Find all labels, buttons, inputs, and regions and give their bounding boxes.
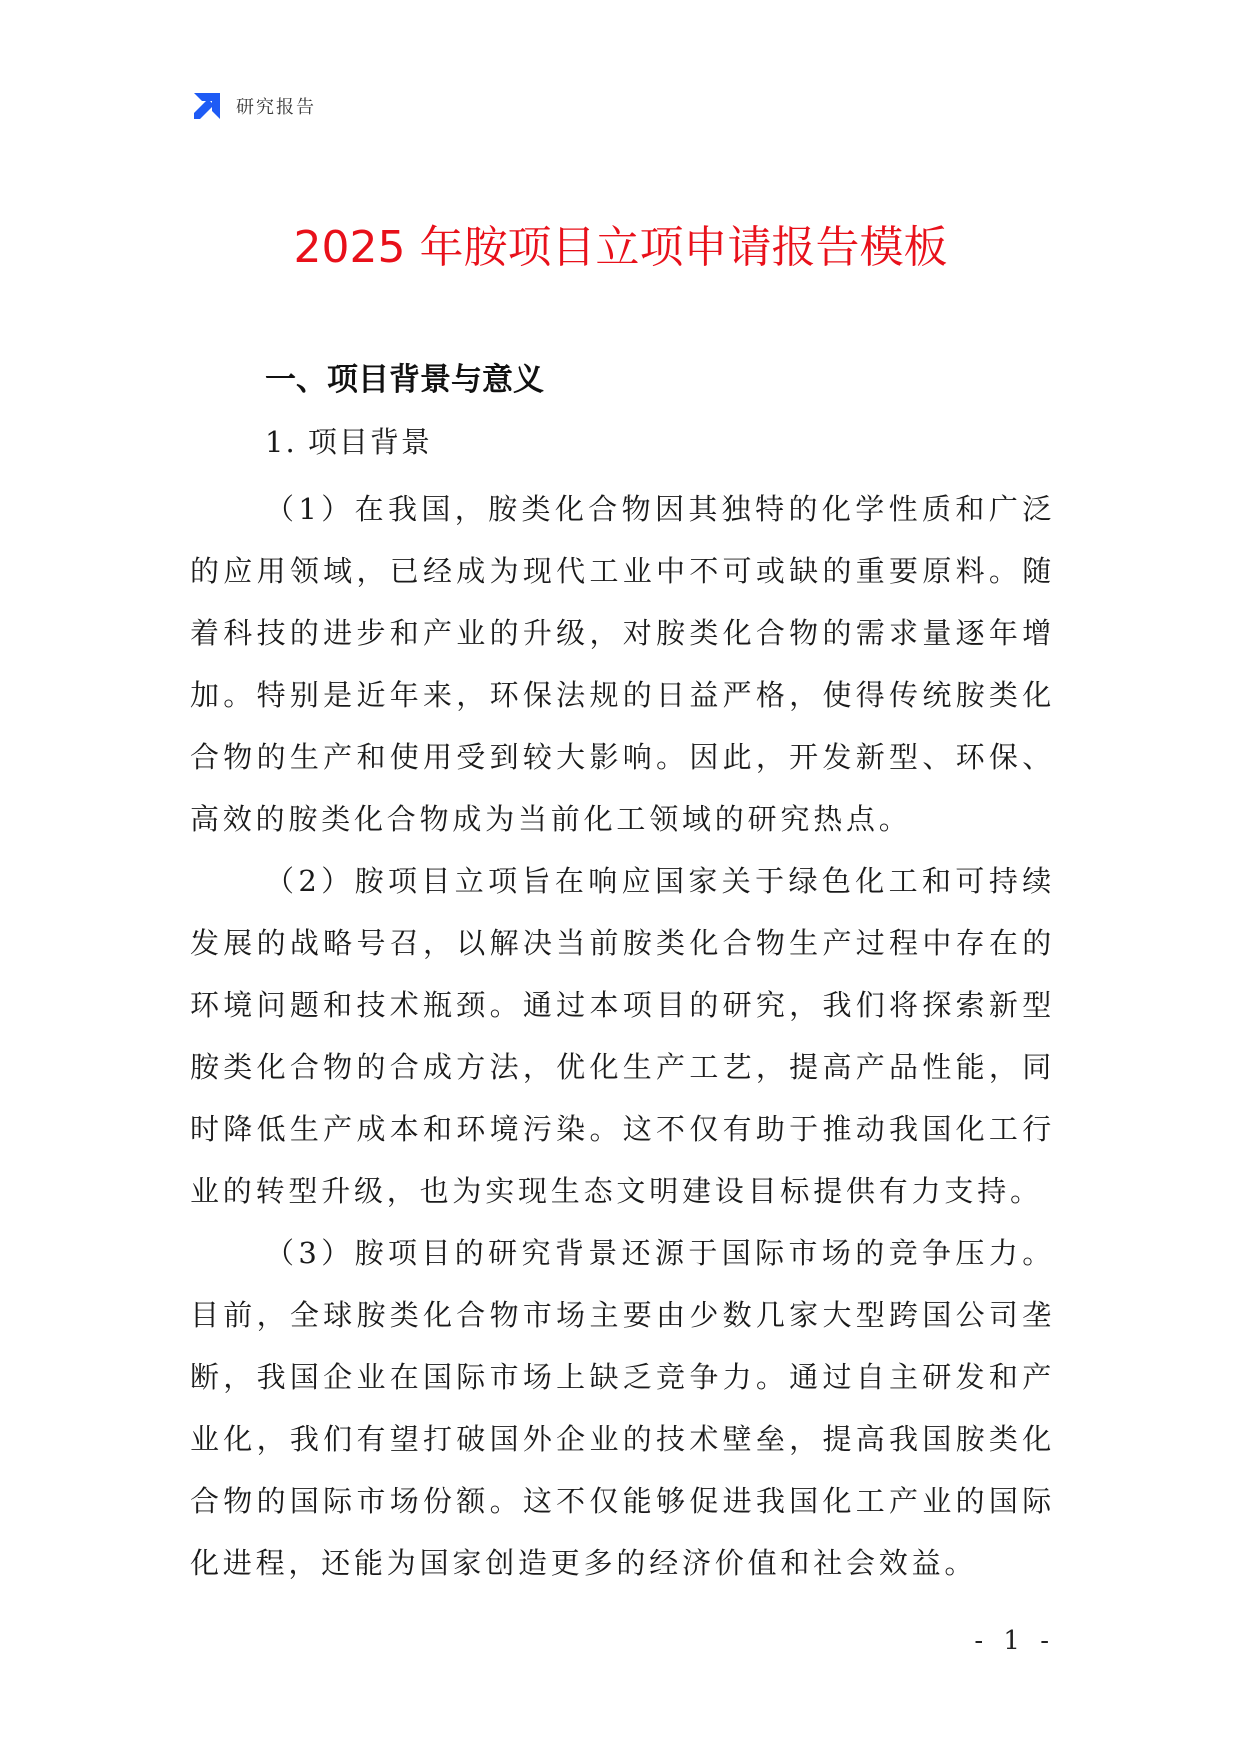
section-heading: 一、项目背景与意义 — [265, 362, 544, 398]
header — [190, 88, 316, 124]
document-body — [190, 358, 1055, 1594]
arrow-up-right-icon — [190, 89, 224, 123]
document-title: 2025 年胺项目立项申请报告模板 — [293, 222, 948, 273]
subsection-heading: 1. 项目背景 — [265, 425, 432, 459]
paragraph-2: （2）胺项目立项旨在响应国家关于绿色化工和可持续发展的战略号召，以解决当前胺类化合物生产过程中存在的环境问题和技术瓶颈。通过本项目的研究，我们将探索新型胺类化合物的合成方法，优化生产工艺，提高产品性能，同时降低生产成本和环境污染。这不仅有助于推动我国化工行业的转型升级，也为实现生态文明建设目标提供有力支持。 — [190, 864, 1055, 1208]
paragraph-3: （3）胺项目的研究背景还源于国际市场的竞争压力。目前，全球胺类化合物市场主要由少数几家大型跨国公司垄断，我国企业在国际市场上缺乏竞争力。通过自主研发和产业化，我们有望打破国外企业的技术壁垒，提高我国胺类化合物的国际市场份额。这不仅能够促进我国化工产业的国际化进程，还能为国家创造更多的经济价值和社会效益。 — [190, 1236, 1055, 1580]
paragraph-1: （1）在我国，胺类化合物因其独特的化学性质和广泛的应用领域，已经成为现代工业中不可或缺的重要原料。随着科技的进步和产业的升级，对胺类化合物的需求量逐年增加。特别是近年来，环保法规的日益严格，使得传统胺类化合物的生产和使用受到较大影响。因此，开发新型、环保、高效的胺类化合物成为当前化工领域的研究热点。 — [190, 492, 1055, 836]
header-label: 研究报告 — [236, 97, 316, 118]
page-number: - 1 - — [974, 1626, 1055, 1656]
